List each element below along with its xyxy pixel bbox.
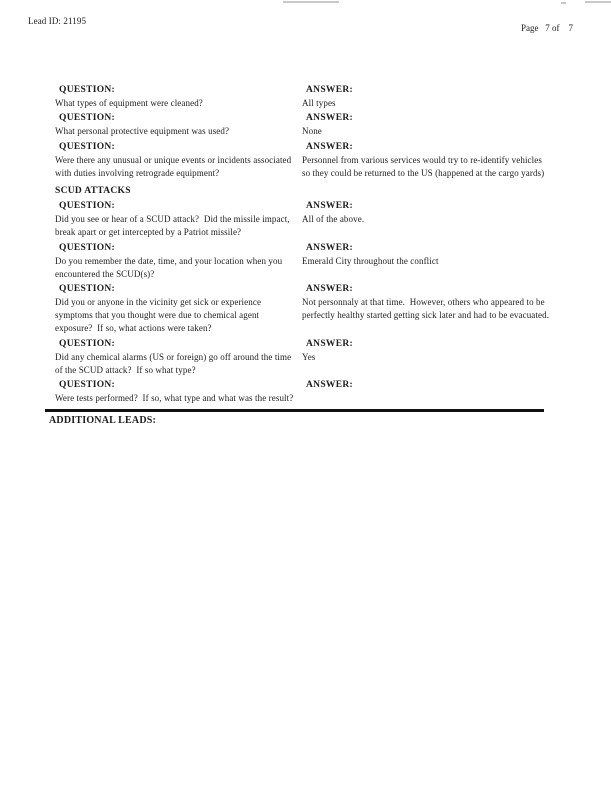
page-number-indicator: Page 7 of 7 [521,23,573,33]
qa-row [55,83,552,110]
qa-row [55,337,552,377]
question-block [55,111,302,138]
question-label: QUESTION: [59,284,116,294]
answer-label: ANSWER: [306,380,353,390]
question-text: What types of equipment were cleaned? [55,97,203,108]
section-divider [45,409,544,412]
question-text: Did you see or hear of a SCUD attack? Did the missile impact, break apart or get intercepted by a Patriot missile? [55,214,292,237]
answer-label: ANSWER: [306,201,353,211]
answer-block [302,337,552,377]
question-block [55,140,302,180]
question-label: QUESTION: [59,380,116,390]
question-text: Were there any unusual or unique events or incidents associated with duties involving retrograde equipment? [55,154,294,178]
question-label: QUESTION: [59,113,116,123]
question-label: QUESTION: [59,84,116,95]
question-label: QUESTION: [59,242,116,253]
question-text: Do you remember the date, time, and your location when you encountered the SCUD(s)? [55,255,285,279]
answer-label: ANSWER: [306,84,353,95]
answer-label: ANSWER: [306,242,353,253]
qa-row [55,282,552,335]
lead-id-label: Lead ID: 21195 [28,16,87,26]
qa-row [55,378,552,405]
question-text: Did any chemical alarms (US or foreign) go off around the time of the SCUD attack? If so what type? [55,351,294,375]
additional-leads-heading: ADDITIONAL LEADS: [49,415,157,426]
answer-text: All types [302,97,336,108]
answer-block [302,199,552,239]
question-text: Did you or anyone in the vicinity get sick or experience symptoms that you thought were due to chemical agent exposure? If so, what actions were taken? [55,297,264,333]
scan-artifact [283,1,339,3]
qa-row [55,241,552,281]
question-label: QUESTION: [59,338,116,349]
answer-block [302,282,552,335]
question-block [55,199,302,239]
question-text: Were tests performed? If so, what type and what was the result? [55,393,294,403]
qa-row [55,199,552,239]
question-block [55,241,302,281]
answer-block [302,241,552,281]
question-label: QUESTION: [59,141,116,152]
answer-label: ANSWER: [306,113,353,123]
section-header-scud-attacks: SCUD ATTACKS [55,185,131,196]
answer-text: Not personnaly at that time. However, others who appeared to be perfectly healthy started getting sick later and had to be evacuated. [302,297,550,320]
answer-text: All of the above. [302,214,365,224]
question-text: What personal protective equipment was used? [55,126,230,136]
answer-label: ANSWER: [306,338,353,349]
qa-content [49,81,552,426]
qa-row [55,140,552,180]
answer-text: Emerald City throughout the conflict [302,255,439,266]
answer-block [302,378,552,405]
answer-block [302,140,552,180]
question-block [55,378,302,405]
question-block [55,282,302,335]
question-block [55,83,302,110]
answer-text: Personnel from various services would try to re-identify vehicles so they could be returned to the US (happened at the cargo yards) [302,154,545,178]
question-label: QUESTION: [59,201,116,211]
qa-row [55,111,552,138]
answer-label: ANSWER: [306,284,353,294]
answer-label: ANSWER: [306,141,353,152]
scan-artifact [585,1,611,3]
answer-text: Yes [302,351,316,362]
answer-block [302,111,552,138]
question-block [55,337,302,377]
answer-text: None [302,126,322,136]
answer-block [302,83,552,110]
scan-artifact [561,2,566,4]
